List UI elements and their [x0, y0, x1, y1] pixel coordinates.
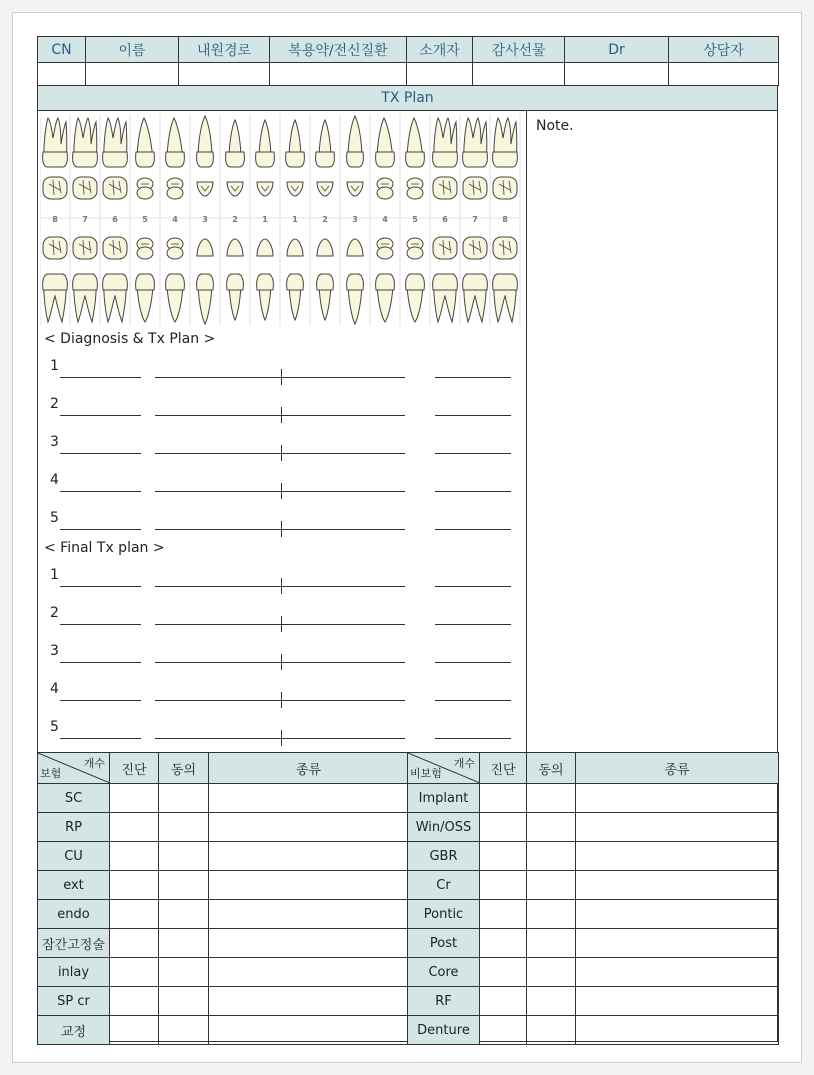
- insured-consent-cell[interactable]: [159, 813, 209, 842]
- lower-occlusal-tooth-10[interactable]: [317, 239, 333, 256]
- upper-side-tooth-3[interactable]: [103, 118, 128, 167]
- lower-occlusal-tooth-5[interactable]: [167, 238, 183, 259]
- lower-side-tooth-1[interactable]: [43, 274, 68, 322]
- tooth-number: 6: [112, 215, 118, 224]
- upper-side-tooth-5[interactable]: [166, 118, 185, 167]
- insured-item-label: endo: [38, 900, 110, 929]
- insured-row: [38, 929, 409, 958]
- diagnosis-tooth-line[interactable]: [60, 453, 141, 454]
- uninsured-type-cell[interactable]: [576, 842, 779, 871]
- insured-type-cell[interactable]: [209, 987, 409, 1016]
- final-plan-line[interactable]: [155, 738, 405, 739]
- lower-occlusal-tooth-1[interactable]: [43, 237, 67, 259]
- diagnosis-row-1[interactable]: [50, 358, 515, 378]
- diagnosis-cost-line[interactable]: [435, 377, 511, 378]
- diagnosis-cost-line[interactable]: [435, 491, 511, 492]
- final-row-number: 5: [50, 719, 59, 735]
- insured-diagnosis-cell[interactable]: [110, 900, 159, 929]
- final-plan-divider: [281, 654, 282, 670]
- lower-side-tooth-15[interactable]: [463, 274, 488, 322]
- diagnosis-row-number: 3: [50, 434, 59, 450]
- lower-occlusal-tooth-11[interactable]: [347, 239, 363, 256]
- insured-diagnosis-cell[interactable]: [110, 871, 159, 900]
- uninsured-item-label: Post: [408, 929, 480, 958]
- final-plan-line[interactable]: [155, 624, 405, 625]
- uninsured-diagnosis-cell[interactable]: [480, 900, 527, 929]
- dr-field[interactable]: [565, 63, 669, 86]
- diagnosis-plan-line[interactable]: [155, 415, 405, 416]
- upper-occlusal-tooth-5[interactable]: [167, 178, 183, 199]
- header-medication: 복용약/전신질환: [270, 37, 407, 63]
- diagnosis-row-number: 4: [50, 472, 59, 488]
- diagnosis-plan-line[interactable]: [155, 377, 405, 378]
- lower-side-tooth-4[interactable]: [136, 274, 155, 322]
- final-row-2[interactable]: [50, 605, 515, 625]
- upper-occlusal-tooth-4[interactable]: [137, 178, 153, 199]
- insured-item-label: ext: [38, 871, 110, 900]
- upper-side-tooth-16[interactable]: [493, 118, 518, 167]
- tooth-number: 6: [442, 215, 448, 224]
- lower-side-tooth-12[interactable]: [376, 274, 395, 322]
- lower-occlusal-tooth-12[interactable]: [377, 238, 393, 259]
- insured-diagnosis-cell[interactable]: [110, 929, 159, 958]
- upper-side-tooth-15[interactable]: [463, 118, 488, 167]
- insured-item-label: SC: [38, 784, 110, 813]
- final-plan-line[interactable]: [155, 662, 405, 663]
- diagnosis-title: < Diagnosis & Tx Plan >: [44, 331, 216, 347]
- upper-occlusal-tooth-16[interactable]: [493, 177, 517, 199]
- diagnosis-plan-line[interactable]: [155, 529, 405, 530]
- uninsured-corner-cell: [408, 753, 480, 784]
- tooth-number: 7: [472, 215, 478, 224]
- diagnosis-cost-line[interactable]: [435, 415, 511, 416]
- tooth-number: 2: [322, 215, 328, 224]
- diagnosis-row-number: 2: [50, 396, 59, 412]
- insured-row: [38, 958, 409, 987]
- uninsured-item-label: GBR: [408, 842, 480, 871]
- header-counselor: 상담자: [669, 37, 779, 63]
- final-row-1[interactable]: [50, 567, 515, 587]
- uninsured-diagnosis-cell[interactable]: [480, 842, 527, 871]
- upper-occlusal-tooth-1[interactable]: [43, 177, 67, 199]
- upper-side-tooth-10[interactable]: [316, 120, 335, 167]
- insured-row: [38, 842, 409, 871]
- insured-label: 보험: [40, 767, 62, 780]
- insured-row: [38, 987, 409, 1016]
- uninsured-consent-cell[interactable]: [527, 987, 576, 1016]
- lower-side-tooth-14[interactable]: [433, 274, 458, 322]
- uninsured-consent-cell[interactable]: [527, 784, 576, 813]
- uninsured-label: 비보험: [410, 767, 442, 780]
- insured-item-label: CU: [38, 842, 110, 871]
- final-plan-line[interactable]: [155, 586, 405, 587]
- insured-type-cell[interactable]: [209, 900, 409, 929]
- uninsured-type-cell[interactable]: [576, 987, 779, 1016]
- final-tooth-line[interactable]: [60, 662, 141, 663]
- insured-item-label: 잠간고정술: [38, 929, 110, 958]
- diagnosis-tooth-line[interactable]: [60, 491, 141, 492]
- lower-side-tooth-9[interactable]: [287, 274, 304, 320]
- insured-header-type: 종류: [209, 753, 409, 784]
- final-plan-divider: [281, 578, 282, 594]
- header-cn: CN: [38, 37, 86, 63]
- final-cost-line[interactable]: [435, 586, 511, 587]
- insured-type-cell[interactable]: [209, 871, 409, 900]
- final-cost-line[interactable]: [435, 700, 511, 701]
- uninsured-diagnosis-cell[interactable]: [480, 813, 527, 842]
- upper-side-tooth-6[interactable]: [197, 116, 214, 167]
- lower-side-tooth-7[interactable]: [227, 274, 244, 320]
- insured-consent-cell[interactable]: [159, 842, 209, 871]
- insured-header-diagnosis: 진단: [110, 753, 159, 784]
- final-plan-divider: [281, 616, 282, 632]
- diagnosis-tooth-line[interactable]: [60, 529, 141, 530]
- upper-occlusal-tooth-6[interactable]: [197, 182, 213, 196]
- uninsured-type-cell[interactable]: [576, 929, 779, 958]
- lower-occlusal-tooth-4[interactable]: [137, 238, 153, 259]
- gift-field[interactable]: [473, 63, 565, 86]
- insured-consent-cell[interactable]: [159, 784, 209, 813]
- counselor-field[interactable]: [669, 63, 779, 86]
- final-row-number: 3: [50, 643, 59, 659]
- insured-row: [38, 871, 409, 900]
- lower-occlusal-tooth-2[interactable]: [73, 237, 97, 259]
- lower-occlusal-tooth-6[interactable]: [197, 239, 213, 256]
- uninsured-consent-cell[interactable]: [527, 958, 576, 987]
- uninsured-item-label: Cr: [408, 871, 480, 900]
- insured-row: [38, 784, 409, 813]
- uninsured-type-cell[interactable]: [576, 784, 779, 813]
- uninsured-header-consent: 동의: [527, 753, 576, 784]
- upper-occlusal-tooth-11[interactable]: [347, 182, 363, 196]
- insured-type-cell[interactable]: [209, 784, 409, 813]
- cn-field[interactable]: [38, 63, 86, 86]
- final-row-number: 4: [50, 681, 59, 697]
- lower-side-tooth-5[interactable]: [166, 274, 185, 322]
- diagnosis-plan-divider: [281, 407, 282, 423]
- final-plan-divider: [281, 692, 282, 708]
- uninsured-item-label: RF: [408, 987, 480, 1016]
- final-tooth-line[interactable]: [60, 586, 141, 587]
- tooth-number: 8: [502, 215, 508, 224]
- name-field[interactable]: [86, 63, 179, 86]
- insured-consent-cell[interactable]: [159, 871, 209, 900]
- note-label[interactable]: Note.: [536, 118, 574, 134]
- uninsured-row: [408, 929, 779, 958]
- uninsured-item-label: Core: [408, 958, 480, 987]
- uninsured-consent-cell[interactable]: [527, 842, 576, 871]
- upper-occlusal-tooth-13[interactable]: [407, 178, 423, 199]
- final-row-number: 2: [50, 605, 59, 621]
- lower-side-tooth-2[interactable]: [73, 274, 98, 322]
- insured-item-label: inlay: [38, 958, 110, 987]
- uninsured-row: [408, 784, 779, 813]
- insured-corner-cell: [38, 753, 110, 784]
- diagnosis-cost-line[interactable]: [435, 453, 511, 454]
- final-plan-title: < Final Tx plan >: [44, 540, 165, 556]
- uninsured-treatment-table: [407, 752, 779, 1045]
- diagnosis-tooth-line[interactable]: [60, 377, 141, 378]
- insured-row: [38, 900, 409, 929]
- uninsured-diagnosis-cell[interactable]: [480, 784, 527, 813]
- upper-side-tooth-7[interactable]: [226, 120, 245, 167]
- final-row-5[interactable]: [50, 719, 515, 739]
- upper-occlusal-tooth-14[interactable]: [433, 177, 457, 199]
- final-plan-divider: [281, 730, 282, 746]
- diagnosis-row-number: 5: [50, 510, 59, 526]
- diagnosis-tooth-line[interactable]: [60, 415, 141, 416]
- lower-side-tooth-6[interactable]: [197, 274, 214, 324]
- upper-occlusal-tooth-12[interactable]: [377, 178, 393, 199]
- uninsured-type-cell[interactable]: [576, 871, 779, 900]
- header-gift: 감사선물: [473, 37, 565, 63]
- uninsured-consent-cell[interactable]: [527, 900, 576, 929]
- lower-occlusal-tooth-8[interactable]: [257, 239, 273, 256]
- uninsured-type-cell[interactable]: [576, 813, 779, 842]
- header-visit-route: 내원경로: [179, 37, 270, 63]
- diagnosis-row-2[interactable]: [50, 396, 515, 416]
- insured-row: [38, 1016, 409, 1045]
- insured-treatment-table: [37, 752, 409, 1045]
- upper-side-tooth-2[interactable]: [73, 118, 98, 167]
- insured-type-cell[interactable]: [209, 842, 409, 871]
- uninsured-row: [408, 871, 779, 900]
- final-cost-line[interactable]: [435, 624, 511, 625]
- insured-diagnosis-cell[interactable]: [110, 987, 159, 1016]
- uninsured-consent-cell[interactable]: [527, 929, 576, 958]
- upper-side-tooth-13[interactable]: [406, 118, 425, 167]
- final-tooth-line[interactable]: [60, 738, 141, 739]
- insured-header-consent: 동의: [159, 753, 209, 784]
- uninsured-item-label: Pontic: [408, 900, 480, 929]
- uninsured-row: [408, 987, 779, 1016]
- uninsured-type-cell[interactable]: [576, 900, 779, 929]
- upper-side-tooth-14[interactable]: [433, 118, 458, 167]
- upper-side-tooth-8[interactable]: [256, 120, 275, 167]
- uninsured-header-type: 종류: [576, 753, 779, 784]
- diagnosis-cost-line[interactable]: [435, 529, 511, 530]
- tooth-chart[interactable]: [40, 114, 522, 326]
- insured-consent-cell[interactable]: [159, 987, 209, 1016]
- insured-count-label: 개수: [83, 757, 105, 770]
- insured-diagnosis-cell[interactable]: [110, 1016, 159, 1045]
- lower-occlusal-tooth-14[interactable]: [433, 237, 457, 259]
- uninsured-diagnosis-cell[interactable]: [480, 987, 527, 1016]
- diagnosis-row-4[interactable]: [50, 472, 515, 492]
- tooth-number: 8: [52, 215, 58, 224]
- upper-occlusal-tooth-15[interactable]: [463, 177, 487, 199]
- diagnosis-row-5[interactable]: [50, 510, 515, 530]
- visit-route-field[interactable]: [179, 63, 270, 86]
- uninsured-diagnosis-cell[interactable]: [480, 958, 527, 987]
- final-row-4[interactable]: [50, 681, 515, 701]
- final-cost-line[interactable]: [435, 662, 511, 663]
- final-tooth-line[interactable]: [60, 624, 141, 625]
- final-plan-line[interactable]: [155, 700, 405, 701]
- header-referrer: 소개자: [407, 37, 473, 63]
- tooth-number: 5: [412, 215, 418, 224]
- upper-occlusal-tooth-3[interactable]: [103, 177, 127, 199]
- uninsured-row: [408, 813, 779, 842]
- upper-side-tooth-11[interactable]: [347, 116, 364, 167]
- tooth-number: 4: [382, 215, 388, 224]
- lower-occlusal-tooth-15[interactable]: [463, 237, 487, 259]
- uninsured-item-label: Win/OSS: [408, 813, 480, 842]
- insured-consent-cell[interactable]: [159, 929, 209, 958]
- uninsured-header-diagnosis: 진단: [480, 753, 527, 784]
- tooth-number: 1: [262, 215, 268, 224]
- diagnosis-row-number: 1: [50, 358, 59, 374]
- uninsured-consent-cell[interactable]: [527, 871, 576, 900]
- insured-diagnosis-cell[interactable]: [110, 842, 159, 871]
- lower-occlusal-tooth-3[interactable]: [103, 237, 127, 259]
- insured-type-cell[interactable]: [209, 929, 409, 958]
- tx-plan-bar: TX Plan: [37, 85, 778, 111]
- diagnosis-plan-divider: [281, 445, 282, 461]
- medication-field[interactable]: [270, 63, 407, 86]
- insured-diagnosis-cell[interactable]: [110, 813, 159, 842]
- insured-consent-cell[interactable]: [159, 900, 209, 929]
- insured-item-label: SP cr: [38, 987, 110, 1016]
- diagnosis-plan-divider: [281, 369, 282, 385]
- lower-occlusal-tooth-13[interactable]: [407, 238, 423, 259]
- upper-side-tooth-1[interactable]: [43, 118, 68, 167]
- tooth-number: 5: [142, 215, 148, 224]
- lower-side-tooth-13[interactable]: [406, 274, 425, 322]
- lower-occlusal-tooth-7[interactable]: [227, 239, 243, 256]
- uninsured-row: [408, 958, 779, 987]
- header-name: 이름: [86, 37, 179, 63]
- referrer-field[interactable]: [407, 63, 473, 86]
- note-divider: [526, 111, 527, 753]
- uninsured-row: [408, 842, 779, 871]
- final-tooth-line[interactable]: [60, 700, 141, 701]
- lower-side-tooth-8[interactable]: [257, 274, 274, 320]
- lower-side-tooth-10[interactable]: [317, 274, 334, 320]
- upper-occlusal-tooth-9[interactable]: [287, 182, 303, 196]
- insured-item-label: 교정: [38, 1016, 110, 1045]
- upper-occlusal-tooth-2[interactable]: [73, 177, 97, 199]
- uninsured-item-label: Implant: [408, 784, 480, 813]
- tooth-number: 1: [292, 215, 298, 224]
- diagnosis-row-3[interactable]: [50, 434, 515, 454]
- upper-occlusal-tooth-8[interactable]: [257, 182, 273, 196]
- lower-side-tooth-16[interactable]: [493, 274, 518, 322]
- insured-consent-cell[interactable]: [159, 958, 209, 987]
- insured-item-label: RP: [38, 813, 110, 842]
- upper-side-tooth-9[interactable]: [286, 120, 305, 167]
- lower-occlusal-tooth-9[interactable]: [287, 239, 303, 256]
- uninsured-item-label: Denture: [408, 1016, 480, 1045]
- tooth-number: 3: [202, 215, 208, 224]
- upper-occlusal-tooth-10[interactable]: [317, 182, 333, 196]
- lower-side-tooth-11[interactable]: [347, 274, 364, 324]
- tooth-number: 7: [82, 215, 88, 224]
- uninsured-count-label: 개수: [453, 757, 475, 770]
- insured-consent-cell[interactable]: [159, 1016, 209, 1045]
- final-row-number: 1: [50, 567, 59, 583]
- final-row-3[interactable]: [50, 643, 515, 663]
- insured-diagnosis-cell[interactable]: [110, 958, 159, 987]
- insured-row: [38, 813, 409, 842]
- uninsured-row: [408, 900, 779, 929]
- insured-diagnosis-cell[interactable]: [110, 784, 159, 813]
- diagnosis-plan-line[interactable]: [155, 491, 405, 492]
- diagnosis-plan-divider: [281, 521, 282, 537]
- diagnosis-plan-line[interactable]: [155, 453, 405, 454]
- upper-side-tooth-12[interactable]: [376, 118, 395, 167]
- uninsured-type-cell[interactable]: [576, 958, 779, 987]
- tooth-number: 2: [232, 215, 238, 224]
- lower-occlusal-tooth-16[interactable]: [493, 237, 517, 259]
- uninsured-type-cell[interactable]: [576, 1016, 779, 1045]
- uninsured-consent-cell[interactable]: [527, 1016, 576, 1045]
- uninsured-diagnosis-cell[interactable]: [480, 929, 527, 958]
- tooth-number: 4: [172, 215, 178, 224]
- header-dr: Dr: [565, 37, 669, 63]
- insured-type-cell[interactable]: [209, 1016, 409, 1045]
- insured-type-cell[interactable]: [209, 813, 409, 842]
- uninsured-row: [408, 1016, 779, 1045]
- diagnosis-plan-divider: [281, 483, 282, 499]
- upper-occlusal-tooth-7[interactable]: [227, 182, 243, 196]
- patient-info-table: [37, 36, 779, 86]
- tooth-number: 3: [352, 215, 358, 224]
- uninsured-diagnosis-cell[interactable]: [480, 1016, 527, 1045]
- insured-type-cell[interactable]: [209, 958, 409, 987]
- upper-side-tooth-4[interactable]: [136, 118, 155, 167]
- final-cost-line[interactable]: [435, 738, 511, 739]
- uninsured-consent-cell[interactable]: [527, 813, 576, 842]
- uninsured-diagnosis-cell[interactable]: [480, 871, 527, 900]
- lower-side-tooth-3[interactable]: [103, 274, 128, 322]
